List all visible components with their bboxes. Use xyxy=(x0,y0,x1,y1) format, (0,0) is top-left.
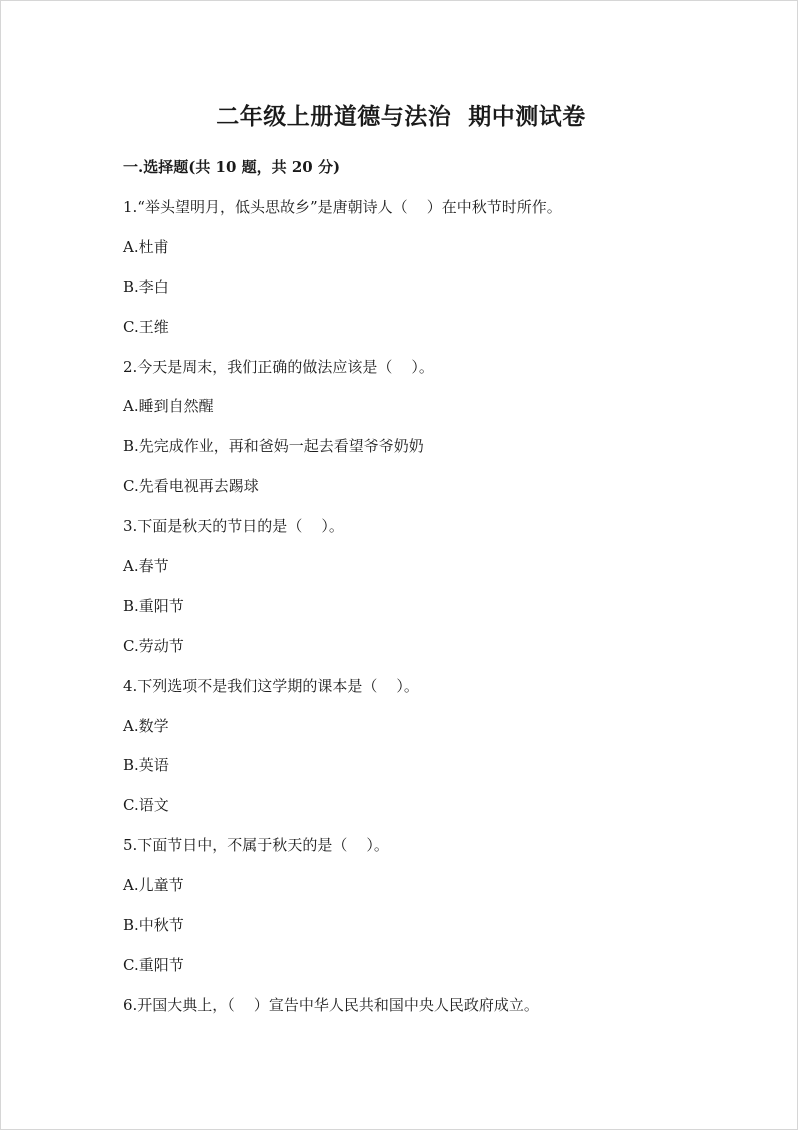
exam-content xyxy=(123,97,723,1034)
question-4-option-a: A.数学 xyxy=(123,716,169,735)
question-3-option-b: B.重阳节 xyxy=(123,596,184,615)
question-2-option-a: A.睡到自然醒 xyxy=(123,397,214,416)
page-title: 二年级上册道德与法治 期中测试卷 xyxy=(216,103,586,130)
question-6-stem: 6.开国大典上，（ ）宣告中华人民共和国中央人民政府成立。 xyxy=(123,995,539,1014)
question-2-option-b: B.先完成作业，再和爸妈一起去看望爷爷奶奶 xyxy=(123,437,424,456)
question-3-option-a: A.春节 xyxy=(123,557,169,576)
question-1-option-a: A.杜甫 xyxy=(123,237,169,256)
question-1-option-c: C.王维 xyxy=(123,317,169,336)
question-5-option-a: A.儿童节 xyxy=(123,876,184,895)
question-4-option-c: C.语文 xyxy=(123,796,169,815)
question-5-option-b: B.中秋节 xyxy=(123,916,184,935)
question-2-stem: 2.今天是周末，我们正确的做法应该是（ ）。 xyxy=(123,357,434,376)
question-1-stem: 1.“举头望明月，低头思故乡”是唐朝诗人（ ）在中秋节时所作。 xyxy=(123,198,562,216)
question-2-option-c: C.先看电视再去踢球 xyxy=(123,477,259,496)
question-3-stem: 3.下面是秋天的节日的是（ ）。 xyxy=(123,517,344,536)
section-heading: 一.选择题(共 10 题，共 20 分) xyxy=(123,158,341,176)
question-4-option-b: B.英语 xyxy=(123,756,169,775)
question-3-option-c: C.劳动节 xyxy=(123,636,184,655)
question-4-stem: 4.下列选项不是我们这学期的课本是（ ）。 xyxy=(123,676,419,695)
question-5-option-c: C.重阳节 xyxy=(123,955,184,974)
question-1-option-b: B.李白 xyxy=(123,277,169,296)
question-5-stem: 5.下面节日中，不属于秋天的是（ ）。 xyxy=(123,836,389,855)
